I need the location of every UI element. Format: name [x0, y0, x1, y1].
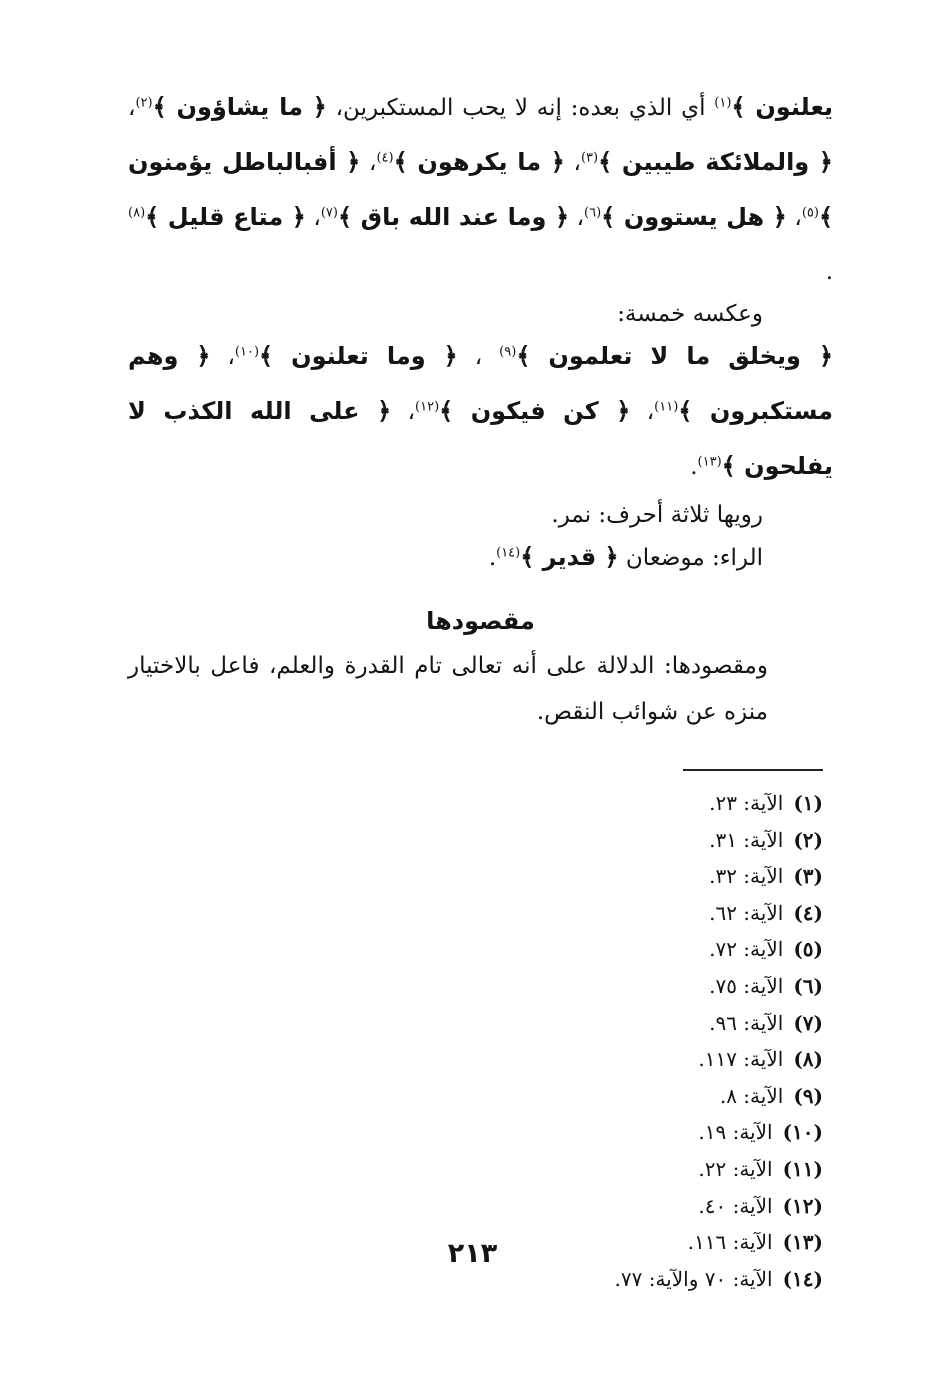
footnote-number: (٨) — [793, 1047, 823, 1072]
footnote-number: (١) — [793, 791, 823, 815]
footnote-text: الآية: ٢٢. — [698, 1156, 773, 1181]
footnote-number: (٩) — [793, 1083, 823, 1108]
separator-text: ، — [305, 205, 321, 231]
verse-quote: ﴿ ما يكرهون ﴾ — [393, 148, 565, 176]
verse-quote: ﴿ ويخلق ما لا تعلمون ﴾ — [516, 342, 834, 370]
footnote-item — [128, 1041, 823, 1078]
separator-text: ، — [360, 150, 377, 176]
footnote-number: (١٣) — [782, 1230, 823, 1255]
footnote-text: الآية: ٣١. — [709, 827, 784, 852]
footnote-item — [128, 1151, 823, 1188]
section-title: مقصودها — [426, 607, 535, 635]
verse-quote: ﴿ كن فيكون ﴾ — [439, 397, 631, 425]
verse-quote: ﴿ ما يشاؤون ﴾ — [152, 93, 327, 121]
ra-line — [128, 536, 833, 579]
footnote-item — [128, 785, 823, 822]
separator-text: ، — [457, 344, 500, 370]
footnote-text: الآية: ٧٠ والآية: ٧٧. — [614, 1266, 773, 1291]
footnote-ref[interactable]: (١٤) — [496, 545, 521, 561]
footnote-number: (٥) — [793, 937, 823, 962]
body-text: أي الذي بعده: إنه لا يحب المستكبرين، — [326, 95, 715, 121]
verse-quote: ﴿ وما تعلنون ﴾ — [259, 342, 458, 370]
footnote-number: (١٤) — [782, 1266, 823, 1291]
footnote-item — [128, 968, 823, 1005]
footnote-ref[interactable]: (٤) — [376, 150, 394, 166]
footnote-ref[interactable]: (١١) — [654, 399, 679, 415]
footnote-text: الآية: ٦٢. — [709, 900, 784, 925]
footnote-number: (٧) — [793, 1010, 823, 1035]
footnote-number: (١١) — [782, 1156, 823, 1181]
page-number: ٢١٣ — [447, 1238, 498, 1269]
footnote-item — [128, 1188, 823, 1225]
footnote-item — [128, 858, 823, 895]
verse-quote: ﴿ وما عند الله باق ﴾ — [337, 203, 570, 231]
footnote-ref[interactable]: (٧) — [320, 205, 338, 221]
footnote-text: الآية: ١٩. — [698, 1120, 773, 1145]
reverse-intro: وعكسه خمسة: — [617, 301, 763, 327]
footnote-text: الآية: ٩٦. — [709, 1010, 784, 1035]
footnote-ref[interactable]: (٢) — [135, 95, 153, 111]
footnote-ref[interactable]: (٣) — [580, 150, 599, 166]
ra-end: . — [488, 545, 497, 571]
verse-quote: ﴿ وهم مستكبرون ﴾ — [128, 342, 834, 425]
footnote-text: الآية: ٧٢. — [709, 937, 784, 962]
rawi-line: رويها ثلاثة أحرف: نمر. — [551, 502, 763, 528]
footnote-item — [128, 1114, 823, 1151]
footnote-ref[interactable]: (٦) — [584, 205, 602, 221]
footnote-item — [128, 895, 823, 932]
footnote-text: الآية: ٢٣. — [709, 791, 784, 815]
separator-text: ، — [630, 399, 655, 425]
footnote-number: (١٠) — [782, 1120, 823, 1145]
separator-text: ، — [786, 205, 802, 231]
footnote-ref[interactable]: (١٠) — [234, 344, 260, 360]
verse-quote: ﴿ والملائكة طيبين ﴾ — [598, 148, 833, 176]
footnote-item — [128, 822, 823, 859]
footnote-text: الآية: ٨. — [719, 1083, 784, 1108]
paragraph-1 — [128, 80, 833, 299]
verse-quote: ﴿ متاع قليل ﴾ — [145, 203, 306, 231]
separator-text: ، — [569, 205, 585, 231]
footnote-number: (٣) — [793, 864, 823, 889]
verse-quote: ﴿ على الله الكذب لا يفلحون ﴾ — [128, 397, 833, 480]
footnote-separator — [683, 769, 823, 771]
footnote-item — [128, 1005, 823, 1042]
footnote-number: (١٢) — [782, 1193, 823, 1218]
separator-text: ، — [210, 344, 235, 370]
footnote-item — [128, 1078, 823, 1115]
maqsud-paragraph: ومقصودها: الدلالة على أنه تعالى تام القدرة والعلم، فاعل بالاختيار منزه عن شوائب النقص. — [128, 653, 768, 725]
separator-text: . — [690, 454, 698, 480]
footnote-ref[interactable]: (٩) — [499, 344, 517, 360]
verse-quote: ﴿ هل يستوون ﴾ — [601, 203, 787, 231]
footnote-ref[interactable]: (١٣) — [697, 454, 722, 470]
separator-text: ، — [564, 150, 581, 176]
page-content — [128, 80, 833, 1297]
footnote-item — [128, 931, 823, 968]
footnote-ref[interactable]: (١) — [714, 95, 732, 111]
footnote-ref[interactable]: (٨) — [128, 205, 146, 221]
separator-text: ، — [128, 95, 136, 121]
footnote-number: (٤) — [793, 900, 823, 925]
verse-quote: يعلنون ﴾ — [731, 93, 833, 121]
paragraph-2 — [128, 329, 833, 494]
footnote-text: الآية: ٤٠. — [698, 1193, 773, 1218]
ra-text: الراء: موضعان — [618, 545, 763, 571]
footnotes-list — [128, 785, 833, 1297]
separator-text: . — [825, 259, 833, 285]
footnote-number: (٢) — [793, 827, 823, 852]
footnote-text: الآية: ١١٧. — [698, 1047, 784, 1072]
footnote-ref[interactable]: (٥) — [801, 205, 819, 221]
footnote-text: الآية: ٧٥. — [709, 973, 784, 998]
footnote-ref[interactable]: (١٢) — [415, 399, 440, 415]
footnote-text: الآية: ١١٦. — [687, 1230, 773, 1255]
verse-quote: ﴿ أفبالباطل يؤمنون ﴾ — [128, 148, 834, 231]
verse-quote: ﴿ قدير ﴾ — [520, 543, 619, 571]
separator-text: ، — [391, 399, 416, 425]
footnote-number: (٦) — [793, 973, 823, 998]
footnote-text: الآية: ٣٢. — [709, 864, 784, 889]
